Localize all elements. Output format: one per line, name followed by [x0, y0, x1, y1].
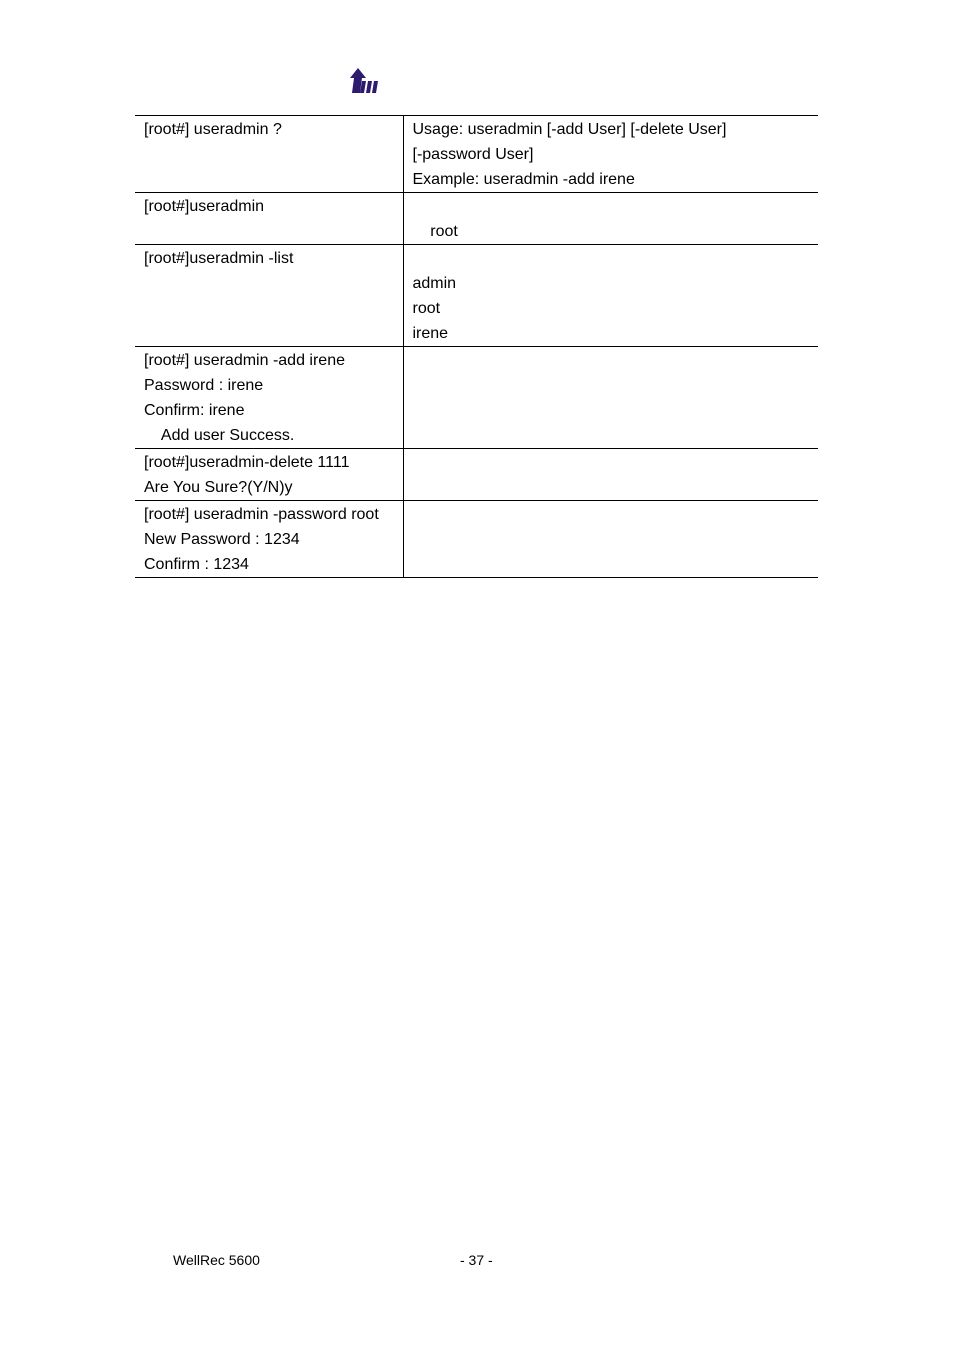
result-cell [403, 245, 818, 347]
result-line [413, 194, 811, 219]
table-row [135, 193, 818, 245]
command-cell [135, 501, 403, 578]
command-cell [135, 193, 403, 245]
command-line: [root#] useradmin -add irene [144, 352, 345, 369]
command-line: [root#]useradmin -list [144, 250, 294, 267]
result-line: [-password User] [412, 146, 534, 163]
command-line: Add user Success. [144, 427, 295, 444]
table-row [135, 347, 818, 449]
result-line [413, 246, 811, 271]
command-line: [root#] useradmin -password root [144, 506, 379, 523]
table-row [135, 501, 818, 578]
result-line: irene [412, 325, 449, 342]
footer-product-name: WellRec 5600 [173, 1252, 260, 1268]
result-cell [403, 193, 818, 245]
command-line: Are You Sure?(Y/N)y [144, 479, 293, 496]
result-line: admin [412, 275, 457, 292]
table-row [135, 449, 818, 501]
result-cell [403, 347, 818, 449]
table-row [135, 245, 818, 347]
command-cell [135, 245, 403, 347]
command-line: [root#] useradmin ? [144, 121, 282, 138]
command-line: Password : irene [144, 377, 264, 394]
command-cell [135, 116, 403, 193]
footer-page-number: - 37 - [460, 1252, 493, 1268]
command-line: New Password : 1234 [144, 531, 300, 548]
command-line: [root#]useradmin-delete 1111 [144, 454, 350, 471]
table-row [135, 116, 818, 193]
result-cell [403, 449, 818, 501]
wellrec-arrow-logo-icon [349, 66, 379, 96]
result-line: Usage: useradmin [-add User] [-delete User] [412, 121, 727, 138]
result-line: root [412, 300, 441, 317]
command-line: [root#]useradmin [144, 198, 265, 215]
command-line: Confirm : 1234 [144, 556, 249, 573]
result-cell [403, 116, 818, 193]
result-line: root [412, 223, 458, 240]
command-line: Confirm: irene [144, 402, 245, 419]
command-cell [135, 347, 403, 449]
result-line: Example: useradmin -add irene [412, 171, 635, 188]
command-table [135, 115, 818, 578]
command-cell [135, 449, 403, 501]
result-cell [403, 501, 818, 578]
